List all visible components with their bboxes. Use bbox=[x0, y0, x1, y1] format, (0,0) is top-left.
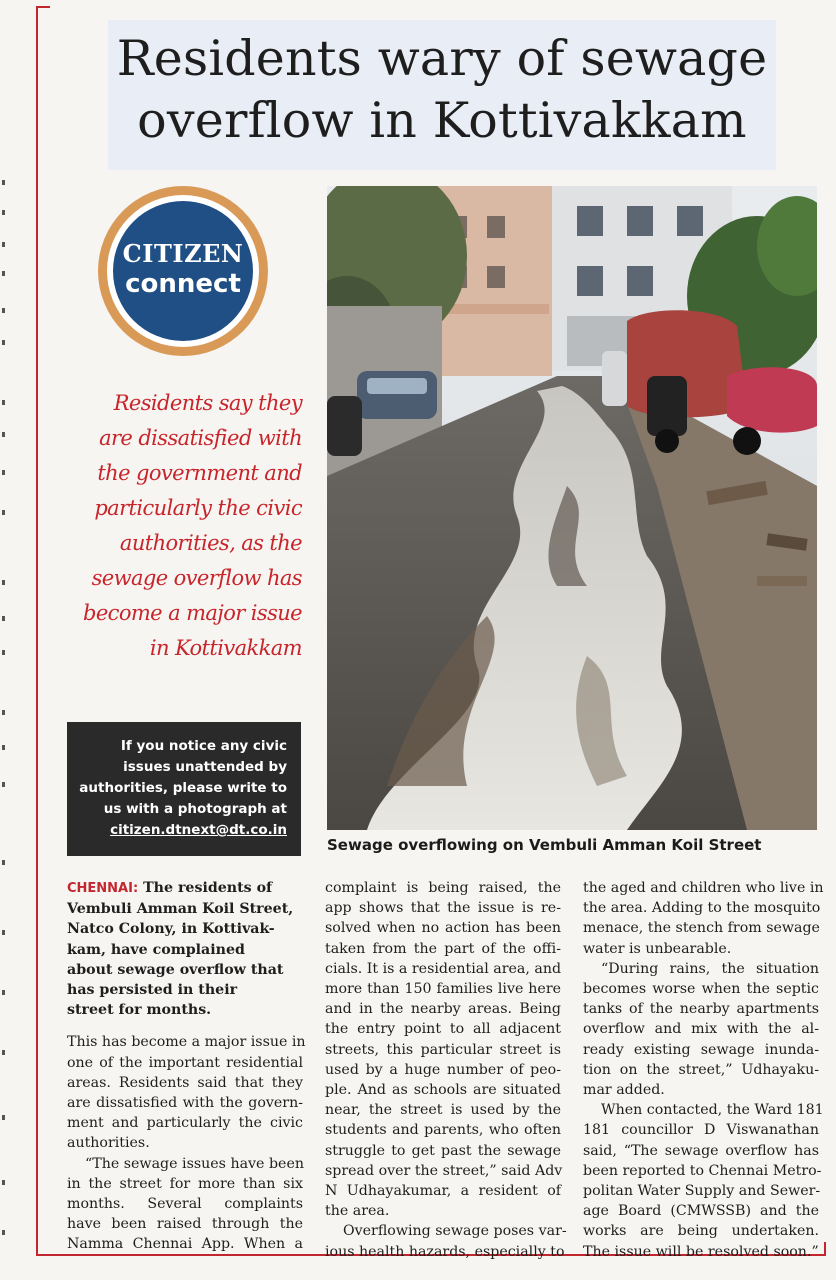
body-line: the area. bbox=[325, 1203, 390, 1220]
page-frame-left-rule bbox=[36, 6, 38, 1254]
body-line: The issue will be resolved soon.” bbox=[583, 1243, 819, 1260]
lede-line: about sewage overflow that bbox=[67, 961, 284, 978]
body-line: “During rains, the situation bbox=[601, 960, 819, 977]
body-line: taken from the part of the offi- bbox=[325, 940, 561, 957]
body-line: and in the nearby areas. Being bbox=[325, 1001, 561, 1018]
body-line: Namma Chennai App. When a bbox=[67, 1236, 303, 1253]
citizen-connect-badge bbox=[98, 186, 268, 356]
pull-quote-line: sewage overflow has bbox=[91, 566, 302, 590]
body-line: cials. It is a residential area, and bbox=[325, 960, 562, 977]
submission-info-box bbox=[67, 722, 301, 856]
body-line: menace, the stench from sewage bbox=[583, 920, 820, 937]
body-line: overflow and mix with the al- bbox=[583, 1021, 819, 1038]
lede-line: Natco Colony, in Kottivak- bbox=[67, 921, 275, 938]
adjacent-column-edge bbox=[0, 170, 10, 1250]
badge-title: CITIZEN bbox=[122, 239, 244, 268]
street-photo-illustration bbox=[327, 186, 817, 830]
body-line: the area. Adding to the mosquito bbox=[583, 900, 821, 917]
article-lede bbox=[67, 878, 303, 899]
pull-quote-line: particularly the civic bbox=[94, 496, 302, 520]
body-line: app shows that the issue is re- bbox=[325, 900, 561, 917]
body-line: areas. Residents said that they bbox=[67, 1074, 303, 1091]
pull-quote-line: the government and bbox=[97, 461, 302, 485]
body-line: struggle to get past the sewage bbox=[325, 1142, 561, 1159]
body-line: politan Water Supply and Sewer- bbox=[583, 1183, 821, 1200]
pull-quote-line: become a major issue bbox=[82, 601, 302, 625]
body-line: spread over the street,” said Adv bbox=[325, 1162, 563, 1179]
body-line: solved when no action has been bbox=[325, 920, 561, 937]
headline bbox=[108, 28, 776, 152]
body-line: ready existing sewage inunda- bbox=[583, 1041, 819, 1058]
submission-email-link[interactable]: citizen.dtnext@dt.co.in bbox=[110, 822, 287, 838]
body-line: authorities. bbox=[67, 1135, 150, 1152]
body-line: said, “The sewage overflow has bbox=[583, 1142, 819, 1159]
body-line: ple. And as schools are situated bbox=[325, 1082, 561, 1099]
photo-caption: Sewage overflowing on Vembuli Amman Koil Street bbox=[327, 836, 762, 854]
body-line: students and parents, who often bbox=[325, 1122, 561, 1139]
badge-ring bbox=[107, 195, 259, 347]
body-line: tion on the street,” Udhayaku- bbox=[583, 1061, 819, 1078]
dateline: CHENNAI: bbox=[67, 881, 139, 896]
body-line: age Board (CMWSSB) and the bbox=[583, 1203, 819, 1220]
body-line: ment and particularly the civic bbox=[67, 1115, 303, 1132]
body-line: works are being undertaken. bbox=[583, 1223, 819, 1240]
badge-core bbox=[113, 201, 253, 341]
body-line: in the street for more than six bbox=[67, 1175, 303, 1192]
body-line: been reported to Chennai Metro- bbox=[583, 1162, 822, 1179]
body-line: the aged and children who live in bbox=[583, 880, 824, 896]
body-line: This has become a major issue in bbox=[67, 1034, 306, 1051]
street-photo bbox=[327, 186, 817, 830]
lede-line: The residents of bbox=[138, 880, 273, 896]
body-line: 181 councillor D Viswanathan bbox=[583, 1122, 819, 1139]
info-box-line: issues unattended by bbox=[123, 759, 287, 775]
body-line: Overflowing sewage poses var- bbox=[343, 1223, 567, 1240]
article-column-2 bbox=[325, 878, 567, 1262]
body-line: months. Several complaints bbox=[67, 1196, 303, 1213]
pull-quote-line: authorities, as the bbox=[119, 531, 302, 555]
body-line: mar added. bbox=[583, 1082, 665, 1099]
body-line: becomes worse when the septic bbox=[583, 981, 819, 998]
page-frame-top-tick bbox=[36, 6, 50, 8]
lede-line: Vembuli Amman Koil Street, bbox=[67, 901, 294, 918]
body-line: one of the important residential bbox=[67, 1054, 303, 1071]
info-box-line: authorities, please write to bbox=[79, 780, 287, 796]
info-box-line: us with a photograph at bbox=[103, 801, 287, 817]
headline-line-1: Residents wary of sewage bbox=[116, 30, 768, 87]
body-line: streets, this particular street is bbox=[325, 1041, 561, 1058]
body-line: near, the street is used by the bbox=[325, 1102, 561, 1119]
body-line: N Udhayakumar, a resident of bbox=[325, 1183, 561, 1200]
body-line: used by a huge number of peo- bbox=[325, 1061, 561, 1078]
body-line: “The sewage issues have been bbox=[85, 1155, 304, 1172]
pull-quote-line: Residents say they bbox=[113, 391, 302, 415]
body-line: have been raised through the bbox=[67, 1216, 303, 1233]
body-line: tanks of the nearby apartments bbox=[583, 1001, 819, 1018]
body-line: water is unbearable. bbox=[583, 940, 732, 957]
lede-line: has persisted in their bbox=[67, 982, 238, 999]
badge-subtitle: connect bbox=[125, 269, 241, 299]
body-line: more than 150 families live here bbox=[325, 981, 561, 998]
body-line: ious health hazards, especially to bbox=[325, 1243, 565, 1260]
body-line: are dissatisfied with the govern- bbox=[67, 1095, 303, 1112]
pull-quote-line: in Kottivakkam bbox=[149, 636, 302, 660]
body-line: the entry point to all adjacent bbox=[325, 1021, 561, 1038]
lede-line: kam, have complained bbox=[67, 941, 245, 958]
body-line: complaint is being raised, the bbox=[325, 880, 561, 896]
headline-line-2: overflow in Kottivakkam bbox=[137, 92, 747, 149]
pull-quote-line: are dissatisfied with bbox=[99, 426, 302, 450]
article-column-1 bbox=[67, 878, 306, 1255]
info-box-line: If you notice any civic bbox=[120, 738, 287, 754]
pull-quote bbox=[70, 386, 302, 666]
body-line: When contacted, the Ward 181 bbox=[601, 1102, 824, 1119]
page-frame-right-tick bbox=[824, 1242, 826, 1256]
article-column-3 bbox=[583, 878, 824, 1262]
lede-line: street for months. bbox=[67, 1002, 212, 1019]
